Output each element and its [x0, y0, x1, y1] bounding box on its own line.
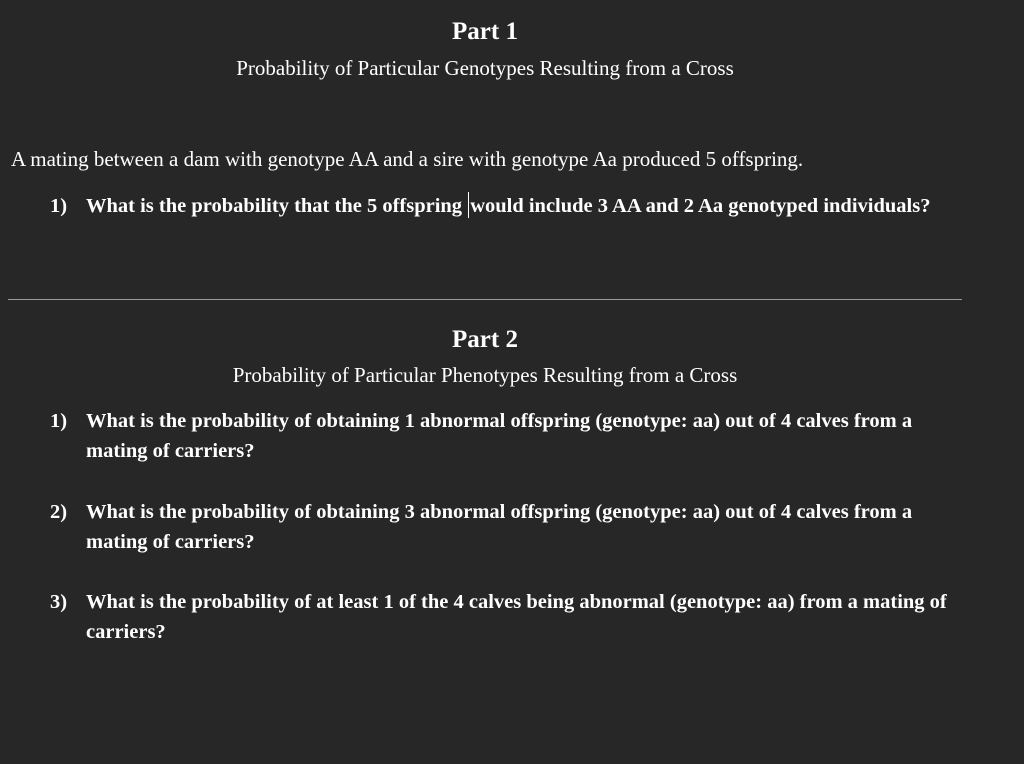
question-number: 1) — [50, 410, 68, 432]
question-number: 3) — [50, 591, 68, 613]
question-text: What is the probability of obtaining 3 abnormal offspring (genotype: aa) out of 4 calves from a mating of carriers? — [86, 501, 913, 553]
part2-question-3 — [50, 587, 970, 647]
part1-question-1 — [50, 191, 970, 221]
part2-question-2 — [50, 497, 970, 557]
part1-intro: A mating between a dam with genotype AA and a sire with genotype Aa produced 5 offspring. — [11, 147, 804, 171]
question-text-before-cursor: What is the probability that the 5 offspring — [86, 195, 468, 217]
part2-subtitle: Probability of Particular Phenotypes Resulting from a Cross — [232, 363, 738, 387]
section-divider — [8, 299, 962, 300]
part2-title: Part 2 — [452, 326, 518, 353]
question-text[interactable] — [86, 191, 970, 221]
question-text: What is the probability of obtaining 1 abnormal offspring (genotype: aa) out of 4 calves from a mating of carriers? — [86, 410, 913, 462]
part2-question-1 — [50, 406, 970, 466]
question-text-after-cursor: would include 3 AA and 2 Aa genotyped individuals? — [470, 195, 931, 217]
question-number: 1) — [50, 195, 68, 217]
part1-title: Part 1 — [452, 18, 518, 45]
question-text: What is the probability of at least 1 of the 4 calves being abnormal (genotype: aa) from a mating of carriers? — [86, 591, 947, 643]
question-number: 2) — [50, 501, 68, 523]
part1-subtitle: Probability of Particular Genotypes Resulting from a Cross — [236, 56, 734, 80]
